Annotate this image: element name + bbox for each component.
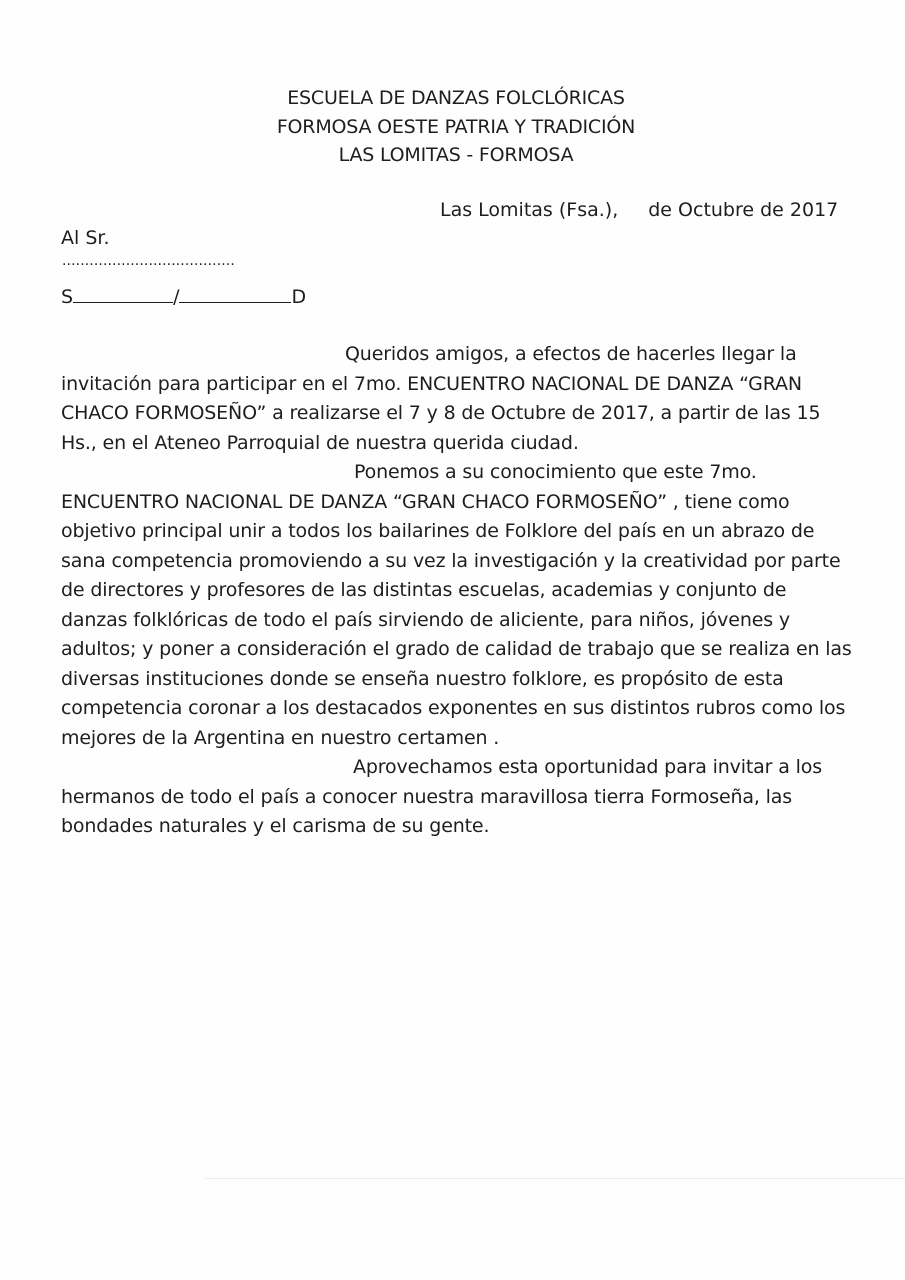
body-line: Ponemos a su conocimiento que este 7mo.	[354, 461, 757, 483]
body-line: Queridos amigos, a efectos de hacerles llegar la	[345, 343, 797, 365]
body-line: sana competencia promoviendo a su vez la investigación y la creatividad por parte	[61, 549, 841, 572]
body-line: CHACO FORMOSEÑO” a realizarse el 7 y 8 de Octubre de 2017, a partir de las 15	[61, 402, 821, 424]
body-line: adultos; y poner a consideración el grado de calidad de trabajo que se realiza en las	[61, 638, 852, 660]
sd-d-letter: D	[291, 286, 307, 308]
scan-footer-line	[205, 1178, 905, 1179]
date-place: Las Lomitas (Fsa.),	[440, 199, 619, 221]
body-line: bondades naturales y el carisma de su gente.	[61, 815, 490, 837]
letterhead-school-subtitle: FORMOSA OESTE PATRIA Y TRADICIÓN	[276, 115, 636, 138]
date-line	[440, 199, 838, 221]
addressee-name-placeholder: ......................................	[62, 253, 235, 269]
body-line: Aprovechamos esta oportunidad para invitar a los	[353, 756, 822, 778]
body-line: mejores de la Argentina en nuestro certamen .	[61, 726, 500, 749]
letterhead-location: LAS LOMITAS - FORMOSA	[338, 144, 574, 166]
body-line: hermanos de todo el país a conocer nuestra maravillosa tierra Formoseña, las	[61, 785, 793, 808]
body-line: de directores y profesores de las distintas escuelas, academias y conjunto de	[61, 579, 787, 601]
date-text: de Octubre de 2017	[648, 199, 839, 221]
body-line: invitación para participar en el 7mo. ENCUENTRO NACIONAL DE DANZA “GRAN	[61, 372, 802, 395]
body-line: danzas folklóricas de todo el país sirviendo de aliciente, para niños, jóvenes y	[61, 608, 790, 631]
addressee-salutation: Al Sr.	[61, 227, 110, 249]
addressee-sd-line	[61, 283, 306, 308]
sd-slash: /	[173, 286, 180, 308]
letterhead-school-name: ESCUELA DE DANZAS FOLCLÓRICAS	[287, 87, 625, 109]
sd-blank-left	[73, 283, 173, 303]
body-line: competencia coronar a los destacados exponentes en sus distintos rubros como los	[61, 697, 846, 719]
body-line: diversas instituciones donde se enseña nuestro folklore, es propósito de esta	[61, 667, 784, 690]
body-line: objetivo principal unir a todos los bailarines de Folklore del país en un abrazo de	[61, 520, 815, 542]
body-line: Hs., en el Ateneo Parroquial de nuestra querida ciudad.	[61, 431, 579, 454]
sd-blank-right	[179, 283, 291, 303]
sd-s-letter: S	[61, 286, 74, 308]
letter-body	[61, 340, 861, 842]
body-line: ENCUENTRO NACIONAL DE DANZA “GRAN CHACO FORMOSEÑO” , tiene como	[61, 490, 790, 513]
letterhead	[0, 84, 905, 170]
